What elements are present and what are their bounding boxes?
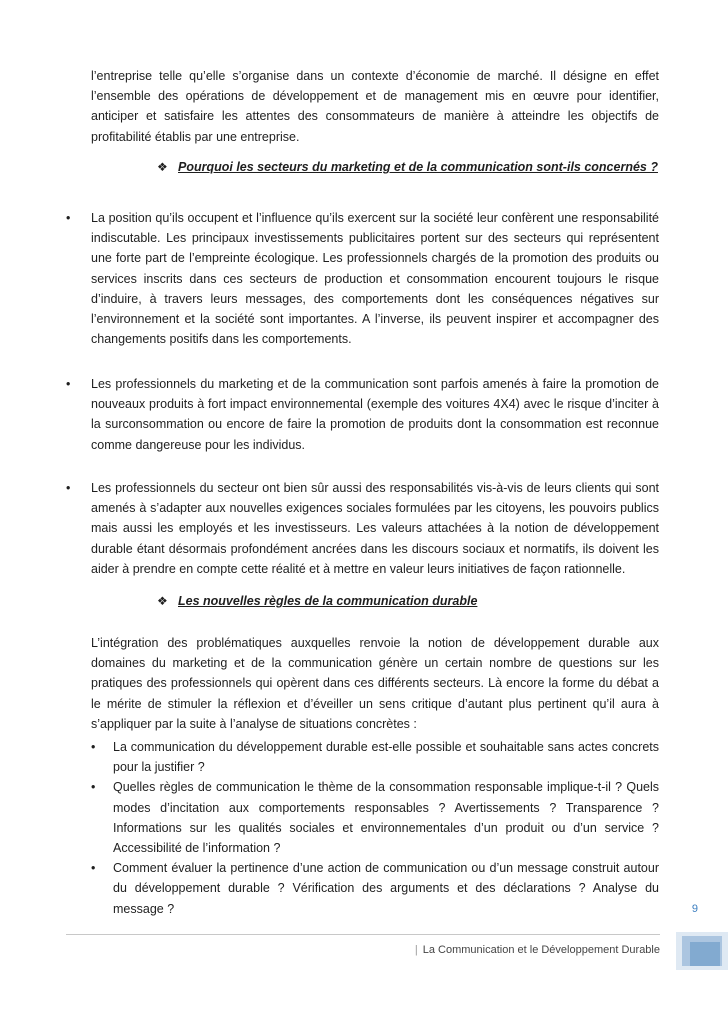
bullet-dot-icon: • [66,211,71,225]
footer-separator: | [414,944,418,956]
bullet-dot-icon: • [66,377,71,391]
section-heading-why-concerned [157,157,659,177]
intro-paragraph: l’entreprise telle qu’elle s’organise dans un contexte d’économie de marché. Il désigne en effet l’ensemble des opérations de développement et de management mis en œuvre pour identifier, anticiper et satisfaire les attentes des consommateurs de manière à atteindre les objectifs de profitabilité établis par une entreprise. [91,69,659,144]
question-text: Comment évaluer la pertinence d’une action de communication ou d’un message construit autour du développement durable ? Vérification des arguments et des déclarations ? Analyse du message ? [113,861,659,916]
diamond-bullet-icon: ❖ [157,160,168,174]
bullet-paragraph-2: Les professionnels du marketing et de la communication sont parfois amenés à faire la promotion de nouveaux produits à fort impact environnemental (exemple des voitures 4X4) avec le risque d’inciter à la surconsommation ou encore de faire la promotion de produits dont la consommation est reconnue comme dangereuse pour les individus. [91,377,659,452]
footer-title: La Communication et le Développement Durable [422,944,660,956]
questions-list [91,737,659,919]
list-item [91,858,659,919]
bullet-paragraph-3: Les professionnels du secteur ont bien sûr aussi des responsabilités vis-à-vis de leurs clients qui sont amenés à s’adapter aux nouvelles exigences sociales formulées par les citoyens, les pouvoirs publics mais aussi les employés et les investisseurs. Les valeurs attachées à la notion de développement durable étant désormais profondément ancrées dans les discours sociaux et normatifs, ils doivent les aider à prendre en compte cette réalité et à mettre en valeur leurs initiatives de façon rationnelle. [91,481,659,576]
page-number: 9 [691,903,698,915]
closing-paragraph: L’intégration des problématiques auxquelles renvoie la notion de développement durable aux domaines du marketing et de la communication génère un certain nombre de questions sur les pratiques des professionnels qui opèrent dans ces différents secteurs. Là encore la forme du débat a le mérite de stimuler la réflexion et d’éveiller un sens critique d’autant plus pertinent qu’il aura à s’appliquer par la suite à l’analyse de situations concrètes : [91,636,659,731]
question-text: La communication du développement durable est-elle possible et souhaitable sans actes concrets pour la justifier ? [113,740,659,775]
heading-1-text: Pourquoi les secteurs du marketing et de la communication sont-ils concernés ? [178,160,658,174]
bullet-dot-icon: • [66,481,71,495]
footer [415,944,660,956]
bullet-dot-icon: • [91,861,96,876]
section-heading-new-rules [157,591,659,611]
list-item [91,777,659,858]
footer-divider [66,934,660,935]
footer-decoration-icon [676,932,728,970]
bullet-paragraph-1: La position qu’ils occupent et l’influence qu’ils exercent sur la société leur confèrent une responsabilité indiscutable. Les principaux investissements publicitaires portent sur des secteurs qui représentent une forte part de l’empreinte écologique. Les professionnels chargés de la promotion des produits ou services inscrits dans ces secteurs de production et consommation encourent toujours le risque d’induire, à travers leurs messages, des comportements dont les conséquences négatives sur l’environnement et la société sont importantes. A l’inverse, ils peuvent inspirer et accompagner des changements positifs dans les comportements. [91,211,659,347]
list-item [91,737,659,777]
diamond-bullet-icon: ❖ [157,594,168,608]
bullet-dot-icon: • [91,780,96,795]
bullet-dot-icon: • [91,740,96,754]
heading-2-text: Les nouvelles règles de la communication durable [178,594,478,608]
question-text: Quelles règles de communication le thème de la consommation responsable implique-t-il ? Quels modes d’incitation aux comportements responsables ? Avertissements ? Transparence ? Informations sur les qualités sociales et environnementales d’un produit ou d’un service ? Accessibilité de l’information ? [113,780,659,856]
